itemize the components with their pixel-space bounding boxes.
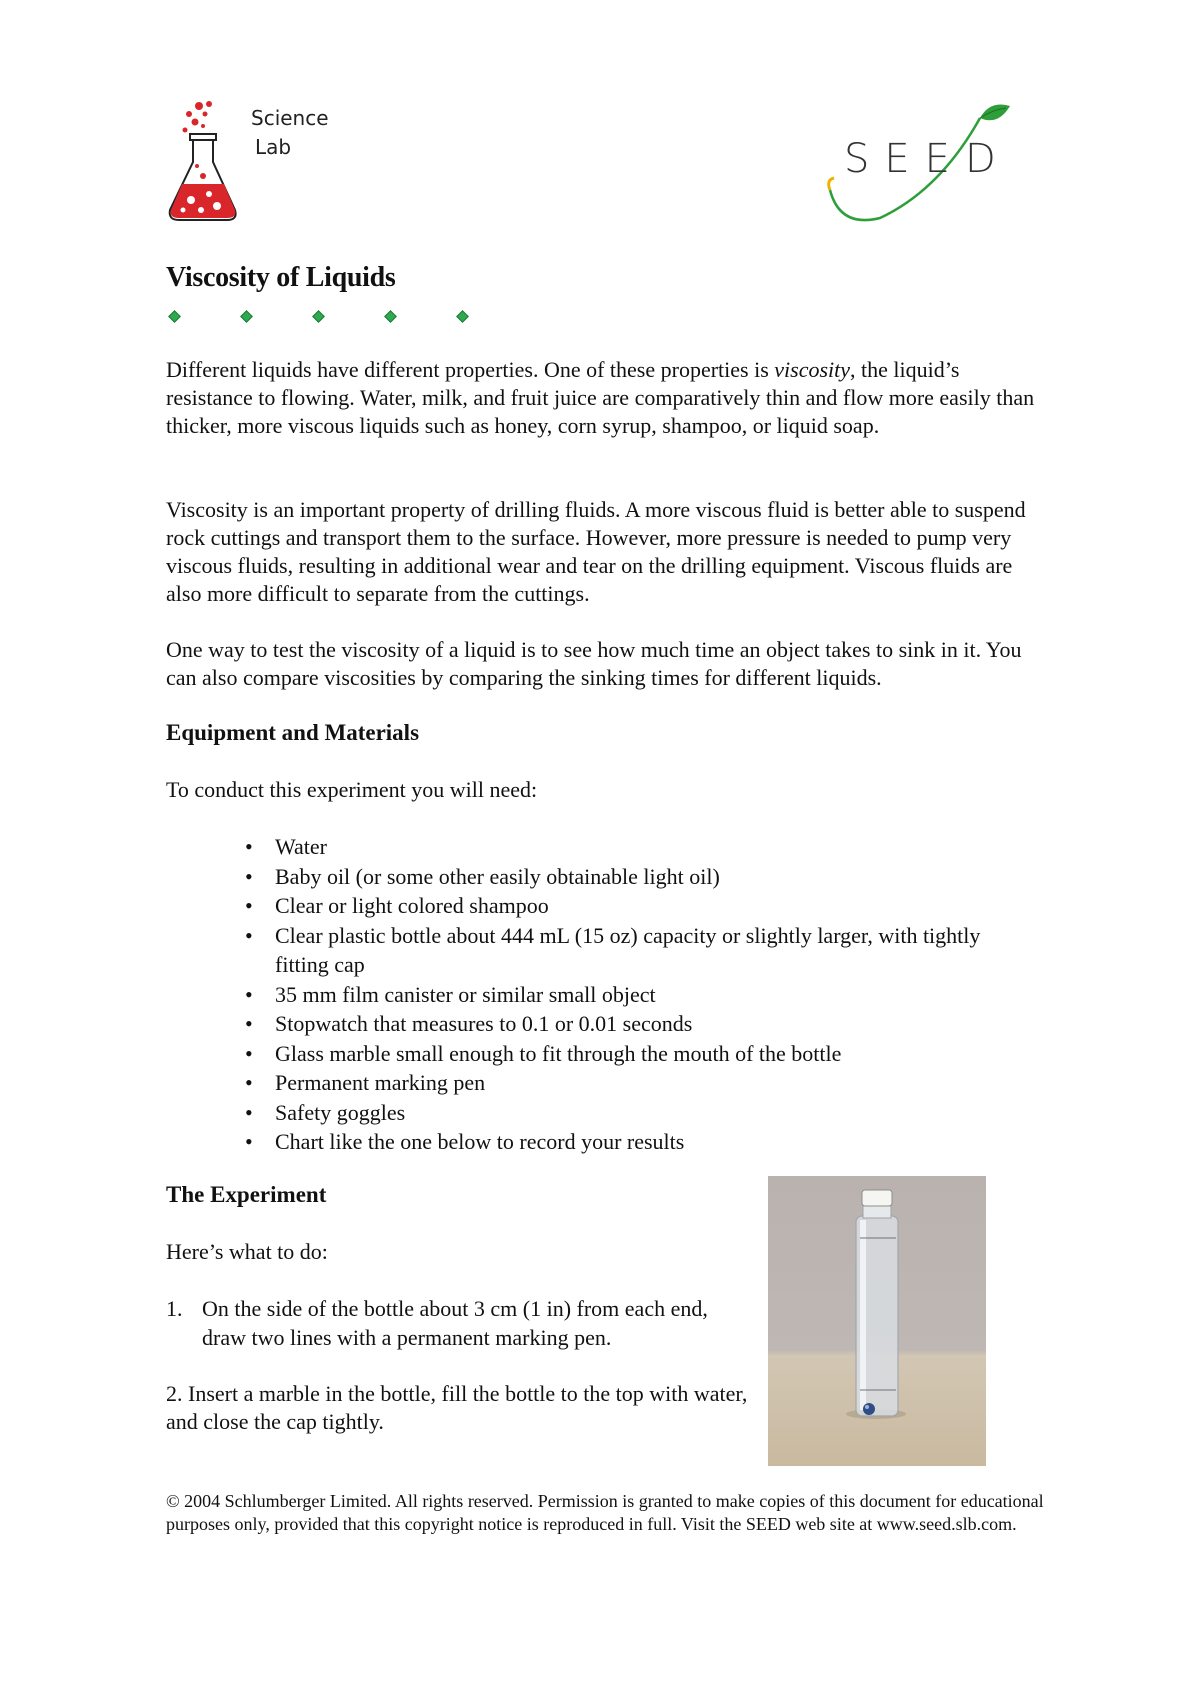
list-item: • 35 mm film canister or similar small object [245,980,1025,1010]
seed-logo [820,100,1015,230]
divider-diamond-icon [456,310,469,323]
list-item: • Safety goggles [245,1098,1025,1128]
experiment-lead: Here’s what to do: [166,1239,328,1264]
divider-diamond-icon [168,310,181,323]
list-item: • Permanent marking pen [245,1068,1025,1098]
intro-p1-text: Different liquids have different properties. One of these properties is [166,357,775,382]
list-item: • Water [245,832,1025,862]
divider-diamond-icon [240,310,253,323]
viscosity-term: viscosity [774,357,851,382]
bottle-photo [768,1176,986,1466]
equipment-list [245,832,1025,1157]
seed-wordmark: SEED [844,136,1011,182]
step-1-number: 1. [166,1296,183,1321]
bottle-image [768,1176,986,1466]
list-item: • Baby oil (or some other easily obtainable light oil) [245,862,1025,892]
title-divider [166,312,486,324]
intro-p1-text-cont: , the liquid’s resistance to flowing. Water, milk, and fruit juice are comparatively thin and flow more easily than thicker, more viscous liquids such as honey, corn syrup, shampoo, or liquid soap. [166,357,1035,438]
intro-paragraph-1 [166,356,1046,440]
list-item: • Glass marble small enough to fit through the mouth of the bottle [245,1039,1025,1069]
copyright-footer: © 2004 Schlumberger Limited. All rights reserved. Permission is granted to make copies of this document for educational purposes only, provided that this copyright notice is reproduced in full. Visit the SEED web site at www.seed.slb.com. [166,1491,1044,1534]
science-lab-logo [165,100,365,225]
intro-paragraph-2: Viscosity is an important property of drilling fluids. A more viscous fluid is better able to suspend rock cuttings and transport them to the surface. However, more pressure is needed to pump very viscous fluids, resulting in additional wear and tear on the drilling equipment. Viscous fluids are also more difficult to separate from the cuttings. [166,497,1026,606]
equipment-heading: Equipment and Materials [166,720,420,745]
divider-diamond-icon [384,310,397,323]
intro-paragraph-3: One way to test the viscosity of a liquid is to see how much time an object takes to sink in it. You can also compare viscosities by comparing the sinking times for different liquids. [166,637,1022,690]
list-item: • Chart like the one below to record your results [245,1127,1025,1157]
experiment-step-2: 2. Insert a marble in the bottle, fill the bottle to the top with water, and close the cap tightly. [166,1381,748,1434]
flask-icon [165,100,255,225]
page-title: Viscosity of Liquids [166,262,396,293]
divider-diamond-icon [312,310,325,323]
step-1-text: On the side of the bottle about 3 cm (1 in) from each end, draw two lines with a permanent marking pen. [202,1296,708,1350]
experiment-heading: The Experiment [166,1182,327,1207]
experiment-step-1 [166,1294,736,1352]
list-item: • Clear or light colored shampoo [245,891,1025,921]
science-lab-line2: Lab [255,135,292,159]
list-item: • Clear plastic bottle about 444 mL (15 oz) capacity or slightly larger, with tightly fitting cap [245,921,1025,980]
science-lab-wordmark [251,104,329,162]
equipment-lead: To conduct this experiment you will need: [166,777,538,802]
list-item: • Stopwatch that measures to 0.1 or 0.01 seconds [245,1009,1025,1039]
science-lab-line1: Science [251,106,329,130]
